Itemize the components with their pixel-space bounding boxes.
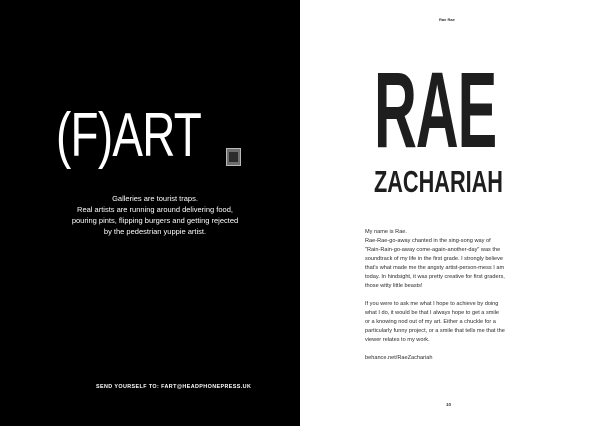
artist-first-name	[374, 49, 524, 170]
artist-last-name	[374, 165, 524, 199]
intro-line: pouring pints, flipping burgers and getting rejected	[71, 216, 239, 225]
bio-paragraph-2	[365, 300, 545, 345]
portfolio-link[interactable]: behance.net/RaeZachariah	[365, 355, 433, 361]
running-header: Rae Rae	[439, 17, 455, 22]
intro-line: by the pedestrian yuppie artist.	[103, 227, 207, 236]
intro-line: Real artists are running around delivering food,	[77, 205, 233, 214]
bio-line: particularly funny project, or a smile that tells me that the	[365, 328, 505, 334]
bio-line: or a knowing nod out of my art. Either a chuckle for a	[365, 319, 496, 325]
intro-line: Galleries are tourist traps.	[112, 194, 198, 203]
bio-line: viewer relates to my work.	[365, 337, 430, 343]
right-page	[300, 0, 600, 426]
bio-line: that's what made me the angsty artist-person-mess I am	[365, 265, 505, 271]
bio-line: Rae-Rae-go-away chanted in the sing-song way of	[365, 238, 491, 244]
fart-logo	[56, 103, 246, 173]
bio-line: those witty little beasts!	[365, 283, 423, 289]
bio-line: "Rain-Rain-go-away come-again-another-day" was the	[365, 247, 501, 253]
first-name-text: RAE	[374, 49, 497, 170]
page-number: 10	[446, 402, 452, 407]
artwork-thumbnail	[226, 148, 241, 166]
last-name-text: ZACHARIAH	[374, 164, 503, 199]
intro-text	[40, 193, 270, 237]
artist-bio	[365, 228, 545, 372]
bio-paragraph-1	[365, 228, 545, 291]
bio-line: My name is Rae.	[365, 229, 407, 235]
bio-line: today. In hindsight, it was pretty creative for first graders,	[365, 274, 505, 280]
logo-text: (F)ART	[56, 101, 202, 170]
bio-line: what I do, it would be that I always hope to get a smile	[365, 310, 500, 316]
contact-line: SEND YOURSELF TO: FART@HEADPHONEPRESS.UK	[96, 384, 252, 390]
bio-line: soundtrack of my life in the first grade. I strongly believe	[365, 256, 504, 262]
bio-line: If you were to ask me what I hope to achieve by doing	[365, 301, 499, 307]
